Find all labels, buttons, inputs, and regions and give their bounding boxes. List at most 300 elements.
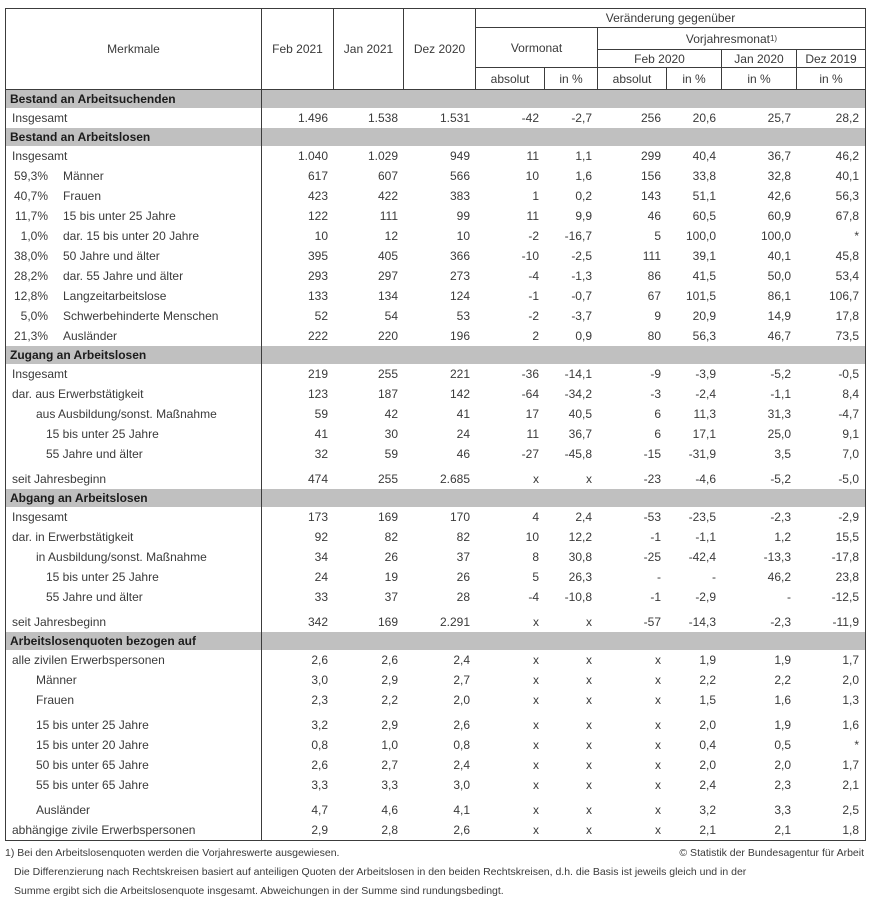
section-bar-fill — [262, 632, 865, 650]
value-cell: -27 — [521, 447, 539, 461]
value-cell: 5 — [532, 570, 539, 584]
value-cell: 86,1 — [767, 289, 791, 303]
value-cell: -2 — [528, 229, 539, 243]
section-title: Zugang an Arbeitslosen — [6, 346, 262, 364]
value-cell: 40,1 — [767, 249, 791, 263]
row-label-cell: Frauen — [6, 690, 262, 710]
value-cell: 1,9 — [774, 653, 791, 667]
col-header-merkmale: Merkmale — [6, 9, 262, 89]
value-cell: 106,7 — [828, 289, 859, 303]
value-cell: 422 — [377, 189, 398, 203]
row-label: dar. 55 Jahre und älter — [63, 269, 184, 283]
row-label: Schwerbehinderte Menschen — [63, 309, 219, 323]
value-cell: 0,9 — [575, 329, 592, 343]
value-cell: -2,5 — [571, 249, 592, 263]
value-cell: 3,0 — [453, 778, 470, 792]
row-label: 50 Jahre und älter — [63, 249, 160, 263]
value-cell: * — [854, 738, 859, 752]
value-cell: 2,3 — [311, 693, 328, 707]
value-cell: 255 — [377, 472, 398, 486]
value-cell: 3,3 — [381, 778, 398, 792]
value-cell: -23 — [643, 472, 661, 486]
value-cell: 46 — [456, 447, 470, 461]
value-cell: -0,5 — [838, 367, 859, 381]
share-percent: 38,0% — [13, 249, 48, 263]
value-cell: 11,3 — [693, 407, 716, 421]
value-cell: 273 — [449, 269, 470, 283]
value-cell: -4,7 — [838, 407, 859, 421]
value-cell: 46,2 — [767, 570, 791, 584]
value-cell: 30,8 — [568, 550, 592, 564]
value-cell: 6 — [654, 407, 661, 421]
value-cell: * — [854, 229, 859, 243]
value-cell: 607 — [377, 169, 398, 183]
value-cell: 293 — [307, 269, 328, 283]
row-label-cell — [6, 286, 262, 306]
col-header-feb-2021: Feb 2021 — [262, 9, 334, 89]
value-cell: 31,3 — [767, 407, 791, 421]
value-cell: 26 — [384, 550, 398, 564]
value-cell: 34 — [314, 550, 328, 564]
value-cell: x — [533, 653, 539, 667]
value-cell: -10,8 — [564, 590, 592, 604]
value-cell: 1,1 — [575, 149, 592, 163]
table-row — [6, 206, 865, 226]
value-cell: x — [586, 472, 592, 486]
section-header-row — [6, 489, 865, 507]
value-cell: 39,1 — [692, 249, 716, 263]
value-cell: 256 — [640, 111, 661, 125]
row-label: Frauen — [63, 189, 102, 203]
share-percent: 40,7% — [13, 189, 48, 203]
col-header-jan-2020: Jan 2020 — [722, 50, 797, 68]
subcol-header-in-percent: in % — [722, 68, 797, 89]
value-cell: 80 — [647, 329, 661, 343]
value-cell: 1,6 — [774, 693, 791, 707]
value-cell: 342 — [307, 615, 328, 629]
value-cell: 92 — [314, 530, 328, 544]
footnote-line-3: Summe ergibt sich die Arbeitslosenquote insgesamt. Abweichungen in der Summe sind rundungsbedingt. — [14, 885, 504, 897]
value-cell: 11 — [526, 149, 539, 163]
table-row — [6, 246, 865, 266]
value-cell: 56,3 — [692, 329, 716, 343]
value-cell: 124 — [449, 289, 470, 303]
col-header-change: Veränderung gegenüber — [476, 9, 865, 28]
value-cell: 170 — [449, 510, 470, 524]
value-cell: 383 — [449, 189, 470, 203]
value-cell: -0,7 — [571, 289, 592, 303]
value-cell: 2,6 — [311, 653, 328, 667]
value-cell: 10 — [456, 229, 470, 243]
value-cell: 46 — [647, 209, 661, 223]
table-row — [6, 567, 865, 587]
value-cell: x — [533, 693, 539, 707]
value-cell: 6 — [654, 427, 661, 441]
value-cell: 8 — [532, 550, 539, 564]
row-label: Männer — [63, 169, 104, 183]
share-percent: 12,8% — [13, 289, 48, 303]
value-cell: 101,5 — [685, 289, 716, 303]
value-cell: 99 — [456, 209, 470, 223]
value-cell: 19 — [384, 570, 398, 584]
value-cell: x — [655, 823, 661, 837]
value-cell: -4 — [528, 269, 539, 283]
value-cell: 123 — [307, 387, 328, 401]
value-cell: 566 — [449, 169, 470, 183]
value-cell: 1,7 — [842, 758, 859, 772]
value-cell: 36,7 — [568, 427, 592, 441]
value-cell: x — [655, 673, 661, 687]
value-cell: -14,1 — [564, 367, 592, 381]
value-cell: -12,5 — [831, 590, 859, 604]
value-cell: -13,3 — [763, 550, 791, 564]
row-label-cell: Insgesamt — [6, 507, 262, 527]
share-percent: 11,7% — [14, 209, 48, 223]
value-cell: 51,1 — [692, 189, 716, 203]
value-cell: -42,4 — [688, 550, 716, 564]
table-row — [6, 755, 865, 775]
row-label-cell: 55 Jahre und älter — [6, 587, 262, 607]
value-cell: -57 — [643, 615, 661, 629]
row-label-cell: seit Jahresbeginn — [6, 607, 262, 632]
value-cell: 11 — [526, 427, 539, 441]
value-cell: 46,2 — [835, 149, 859, 163]
statistics-table — [5, 8, 866, 841]
value-cell: 24 — [456, 427, 470, 441]
value-cell: 59 — [384, 447, 398, 461]
row-label: Langzeitarbeitslose — [63, 289, 167, 303]
table-row — [6, 820, 865, 840]
value-cell: 1,7 — [842, 653, 859, 667]
value-cell: x — [655, 653, 661, 667]
col-header-vorjahresmonat: Vorjahresmonat 1) — [598, 28, 865, 50]
value-cell: 41 — [456, 407, 470, 421]
value-cell: 2,6 — [381, 653, 398, 667]
value-cell: -1,1 — [695, 530, 716, 544]
row-label: 15 bis unter 25 Jahre — [63, 209, 176, 223]
value-cell: -17,8 — [831, 550, 859, 564]
value-cell: x — [533, 758, 539, 772]
section-title: Arbeitslosenquoten bezogen auf — [6, 632, 262, 650]
value-cell: x — [586, 653, 592, 667]
value-cell: 82 — [384, 530, 398, 544]
value-cell: 25,7 — [767, 111, 791, 125]
value-cell: 28,2 — [835, 111, 859, 125]
value-cell: 1,6 — [842, 718, 859, 732]
value-cell: 1,5 — [699, 693, 716, 707]
subcol-header-absolut: absolut — [476, 68, 545, 89]
value-cell: 187 — [377, 387, 398, 401]
table-row — [6, 795, 865, 820]
value-cell: 111 — [642, 249, 661, 263]
value-cell: x — [655, 693, 661, 707]
value-cell: 949 — [449, 149, 470, 163]
row-label-cell: in Ausbildung/sonst. Maßnahme — [6, 547, 262, 567]
section-header-row — [6, 128, 865, 146]
table-row — [6, 527, 865, 547]
value-cell: 46,7 — [767, 329, 791, 343]
value-cell: 1,6 — [575, 169, 592, 183]
share-percent: 1,0% — [20, 229, 48, 243]
table-row — [6, 226, 865, 246]
value-cell: 11 — [526, 209, 539, 223]
table-row — [6, 464, 865, 489]
value-cell: x — [533, 718, 539, 732]
value-cell: 2,9 — [311, 823, 328, 837]
value-cell: -1,1 — [770, 387, 791, 401]
value-cell: x — [533, 615, 539, 629]
share-percent: 5,0% — [20, 309, 48, 323]
value-cell: 2,5 — [842, 803, 859, 817]
vorjahresmonat-label: Vorjahresmonat — [685, 31, 770, 46]
value-cell: 28 — [456, 590, 470, 604]
value-cell: -53 — [643, 510, 661, 524]
value-cell: x — [655, 738, 661, 752]
value-cell: 67 — [647, 289, 661, 303]
value-cell: 67,8 — [835, 209, 859, 223]
table-row — [6, 364, 865, 384]
table-row — [6, 424, 865, 444]
value-cell: -42 — [521, 111, 539, 125]
value-cell: 4,7 — [311, 803, 328, 817]
value-cell: 9 — [654, 309, 661, 323]
value-cell: 2,6 — [311, 758, 328, 772]
table-row — [6, 146, 865, 166]
table-row — [6, 384, 865, 404]
value-cell: 2,0 — [842, 673, 859, 687]
value-cell: 9,9 — [575, 209, 592, 223]
value-cell: 2,9 — [381, 718, 398, 732]
value-cell: 100,0 — [760, 229, 791, 243]
table-row — [6, 607, 865, 632]
value-cell: - — [787, 590, 791, 604]
row-label-cell: Insgesamt — [6, 146, 262, 166]
table-row — [6, 547, 865, 567]
share-percent: 59,3% — [13, 169, 48, 183]
value-cell: 4 — [532, 510, 539, 524]
value-cell: 0,8 — [453, 738, 470, 752]
value-cell: x — [655, 718, 661, 732]
value-cell: 2,4 — [575, 510, 592, 524]
section-header-row — [6, 90, 865, 108]
row-label-cell — [6, 226, 262, 246]
row-label-cell: 15 bis unter 25 Jahre — [6, 567, 262, 587]
table-row — [6, 404, 865, 424]
value-cell: 50,0 — [767, 269, 791, 283]
value-cell: 0,8 — [311, 738, 328, 752]
value-cell: 474 — [307, 472, 328, 486]
row-label-cell: 15 bis unter 25 Jahre — [6, 710, 262, 735]
footnote-line-2: Die Differenzierung nach Rechtskreisen basiert auf anteiligen Quoten der Arbeitslosen in den beiden Rechtskreisen, d.h. die Basis ist jeweils gleich und in der — [14, 866, 747, 878]
value-cell: 1.531 — [439, 111, 470, 125]
value-cell: -3 — [650, 387, 661, 401]
value-cell: -9 — [650, 367, 661, 381]
value-cell: -11,9 — [832, 615, 859, 629]
value-cell: 3,5 — [774, 447, 791, 461]
col-header-feb-2020: Feb 2020 — [598, 50, 722, 68]
value-cell: 2,9 — [381, 673, 398, 687]
value-cell: 2,4 — [453, 653, 470, 667]
col-header-dez-2020: Dez 2020 — [404, 9, 476, 89]
table-row — [6, 775, 865, 795]
value-cell: x — [533, 472, 539, 486]
value-cell: -3,9 — [695, 367, 716, 381]
value-cell: 25,0 — [767, 427, 791, 441]
value-cell: 26,3 — [568, 570, 592, 584]
value-cell: -1 — [528, 289, 539, 303]
value-cell: 2,0 — [699, 758, 716, 772]
section-bar-fill — [262, 128, 865, 146]
value-cell: 8,4 — [842, 387, 859, 401]
value-cell: 53,4 — [835, 269, 859, 283]
row-label: dar. 15 bis unter 20 Jahre — [63, 229, 200, 243]
value-cell: 255 — [377, 367, 398, 381]
section-title: Bestand an Arbeitsuchenden — [6, 90, 262, 108]
value-cell: 52 — [314, 309, 328, 323]
value-cell: 30 — [384, 427, 398, 441]
value-cell: 7,0 — [842, 447, 859, 461]
row-label-cell — [6, 206, 262, 226]
value-cell: -2,9 — [695, 590, 716, 604]
value-cell: x — [586, 738, 592, 752]
value-cell: 222 — [307, 329, 328, 343]
subcol-header-in-percent: in % — [819, 71, 843, 86]
row-label-cell — [6, 246, 262, 266]
value-cell: 1.496 — [297, 111, 328, 125]
value-cell: 1 — [532, 189, 539, 203]
footnote-line-1: 1) Bei den Arbeitslosenquoten werden die Vorjahreswerte ausgewiesen. — [5, 847, 340, 859]
value-cell: 2.291 — [439, 615, 470, 629]
value-cell: 366 — [449, 249, 470, 263]
share-percent: 21,3% — [13, 329, 48, 343]
value-cell: -3,7 — [571, 309, 592, 323]
value-cell: -23,5 — [688, 510, 716, 524]
row-label-cell: Ausländer — [6, 795, 262, 820]
value-cell: 2 — [532, 329, 539, 343]
value-cell: 142 — [449, 387, 470, 401]
value-cell: -4 — [528, 590, 539, 604]
value-cell: x — [586, 803, 592, 817]
value-cell: -2 — [528, 309, 539, 323]
value-cell: 56,3 — [835, 189, 859, 203]
value-cell: 2,1 — [699, 823, 716, 837]
value-cell: 2,2 — [381, 693, 398, 707]
value-cell: 10 — [525, 169, 539, 183]
table-row — [6, 266, 865, 286]
value-cell: 0,2 — [575, 189, 592, 203]
value-cell: 24 — [314, 570, 328, 584]
row-label-cell — [6, 186, 262, 206]
row-label-cell: Insgesamt — [6, 364, 262, 384]
row-label-cell: 55 bis unter 65 Jahre — [6, 775, 262, 795]
value-cell: 2,3 — [774, 778, 791, 792]
row-label-cell: alle zivilen Erwerbspersonen — [6, 650, 262, 670]
col-header-vormonat: Vormonat — [476, 28, 598, 68]
table-body — [6, 90, 865, 840]
row-label-cell — [6, 326, 262, 346]
value-cell: 41 — [314, 427, 328, 441]
value-cell: -10 — [521, 249, 539, 263]
value-cell: -45,8 — [564, 447, 592, 461]
value-cell: 17,1 — [692, 427, 716, 441]
value-cell: 5 — [654, 229, 661, 243]
value-cell: -36 — [521, 367, 539, 381]
value-cell: 54 — [384, 309, 398, 323]
value-cell: 60,9 — [767, 209, 791, 223]
value-cell: -2,9 — [838, 510, 859, 524]
value-cell: -1,3 — [571, 269, 592, 283]
value-cell: 42 — [384, 407, 398, 421]
value-cell: 12 — [384, 229, 398, 243]
value-cell: 169 — [377, 510, 398, 524]
value-cell: x — [586, 823, 592, 837]
table-row — [6, 690, 865, 710]
table-row — [6, 710, 865, 735]
value-cell: - — [657, 570, 661, 584]
value-cell: 10 — [525, 530, 539, 544]
section-bar-fill — [262, 90, 865, 108]
value-cell: 45,8 — [835, 249, 859, 263]
value-cell: 2,7 — [453, 673, 470, 687]
value-cell: 2,2 — [774, 673, 791, 687]
value-cell: 33,8 — [692, 169, 716, 183]
value-cell: 2,0 — [453, 693, 470, 707]
row-label-cell: aus Ausbildung/sonst. Maßnahme — [6, 404, 262, 424]
value-cell: 9,1 — [842, 427, 859, 441]
subcol-header-in-percent: in % — [667, 68, 722, 89]
value-cell: 20,6 — [692, 111, 716, 125]
value-cell: -5,2 — [770, 472, 791, 486]
value-cell: 53 — [456, 309, 470, 323]
section-title: Abgang an Arbeitslosen — [6, 489, 262, 507]
value-cell: 405 — [377, 249, 398, 263]
value-cell: 100,0 — [685, 229, 716, 243]
row-label: Ausländer — [63, 329, 118, 343]
value-cell: 2,2 — [699, 673, 716, 687]
value-cell: -1 — [650, 590, 661, 604]
value-cell: 1.538 — [367, 111, 398, 125]
value-cell: 86 — [647, 269, 661, 283]
row-label-cell — [6, 306, 262, 326]
value-cell: 40,1 — [835, 169, 859, 183]
value-cell: x — [533, 778, 539, 792]
table-footer — [5, 844, 864, 901]
row-label-cell: 50 bis unter 65 Jahre — [6, 755, 262, 775]
value-cell: 220 — [377, 329, 398, 343]
value-cell: 33 — [314, 590, 328, 604]
value-cell: x — [533, 803, 539, 817]
value-cell: 2,0 — [699, 718, 716, 732]
value-cell: 23,8 — [835, 570, 859, 584]
value-cell: 1.029 — [367, 149, 398, 163]
value-cell: 2,4 — [699, 778, 716, 792]
value-cell: 1,9 — [774, 718, 791, 732]
value-cell: 1,0 — [381, 738, 398, 752]
value-cell: x — [655, 758, 661, 772]
value-cell: x — [586, 718, 592, 732]
value-cell: 423 — [307, 189, 328, 203]
value-cell: 32 — [314, 447, 328, 461]
value-cell: 59 — [314, 407, 328, 421]
value-cell: 111 — [379, 209, 398, 223]
value-cell: x — [655, 778, 661, 792]
value-cell: -15 — [643, 447, 661, 461]
value-cell: -4,6 — [695, 472, 716, 486]
value-cell: 2,6 — [453, 718, 470, 732]
value-cell: 1.040 — [297, 149, 328, 163]
value-cell: 156 — [640, 169, 661, 183]
table-row — [6, 507, 865, 527]
